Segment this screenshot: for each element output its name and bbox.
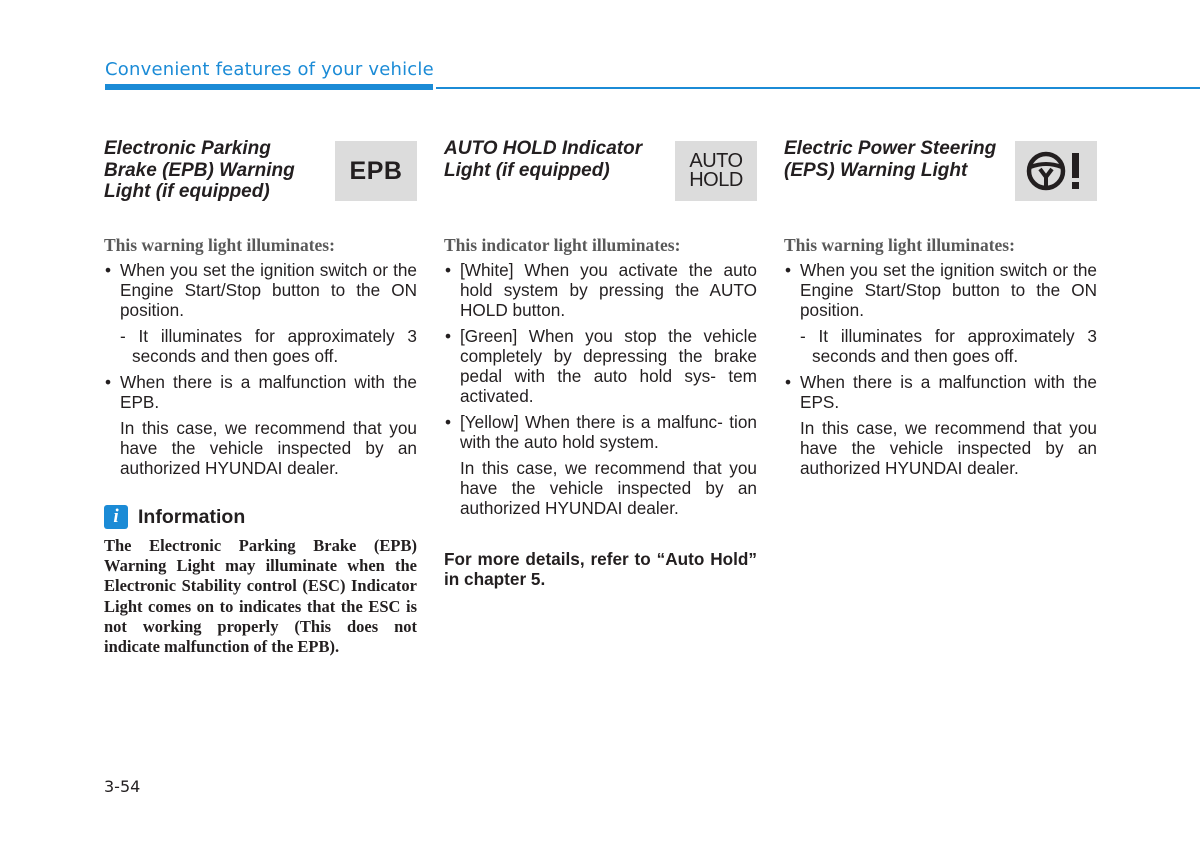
epb-warning-icon xyxy=(335,141,417,201)
information-text: The Electronic Parking Brake (EPB) Warning Light may illuminate when the Electronic Stability control (ESC) Indicator Light comes on to indicates that the ESC is not working properly (This does not indicate malfunction of the EPB). xyxy=(104,536,417,657)
recommendation-text: In this case, we recommend that you have the vehicle inspected by an authorized HYUNDAI dealer. xyxy=(460,458,757,518)
cross-reference-note: For more details, refer to “Auto Hold” in chapter 5. xyxy=(444,549,757,589)
list-item: • [Green] When you stop the vehicle completely by depressing the brake pedal with the auto hold sys- tem activated. xyxy=(444,326,757,406)
recommendation-text: In this case, we recommend that you have the vehicle inspected by an authorized HYUNDAI dealer. xyxy=(800,418,1097,478)
section-body xyxy=(784,260,1097,484)
section-title: AUTO HOLD Indicator Light (if equipped) xyxy=(444,138,643,181)
section-auto-hold xyxy=(444,138,757,589)
header-bar xyxy=(105,84,433,90)
recommendation-text: In this case, we recommend that you have the vehicle inspected by an authorized HYUNDAI dealer. xyxy=(120,418,417,478)
section-eps xyxy=(784,138,1097,478)
section-body xyxy=(444,260,757,524)
section-subheading: This warning light illuminates: xyxy=(104,235,335,255)
section-epb xyxy=(104,138,417,657)
steering-wheel-warning-glyph xyxy=(1020,146,1092,196)
list-item: • [Yellow] When there is a malfunc- tion with the auto hold system. xyxy=(444,412,757,452)
section-subheading: This indicator light illuminates: xyxy=(444,235,681,255)
auto-hold-icon-line1: AUTO xyxy=(689,150,743,172)
list-item: • When there is a malfunction with the EPB. xyxy=(104,372,417,412)
header-title: Convenient features of your vehicle xyxy=(105,59,434,80)
list-item: • [White] When you activate the auto hold system by pressing the AUTO HOLD button. xyxy=(444,260,757,320)
page-number: 3-54 xyxy=(104,777,141,796)
information-heading xyxy=(104,505,245,529)
sub-list-item: - It illuminates for approximately 3 seconds and then goes off. xyxy=(800,326,1097,366)
information-icon: i xyxy=(104,505,128,529)
information-label: Information xyxy=(138,505,246,528)
auto-hold-icon-line2: HOLD xyxy=(689,169,743,191)
section-subheading: This warning light illuminates: xyxy=(784,235,1015,255)
list-item: • When you set the ignition switch or the Engine Start/Stop button to the ON position. xyxy=(104,260,417,320)
auto-hold-indicator-icon xyxy=(675,141,757,201)
section-title: Electronic Parking Brake (EPB) Warning Light (if equipped) xyxy=(104,138,295,202)
header-rule xyxy=(436,87,1200,89)
epb-icon-label: EPB xyxy=(349,156,403,185)
steering-wheel-warning-icon xyxy=(1015,141,1097,201)
list-item: • When there is a malfunction with the EPS. xyxy=(784,372,1097,412)
sub-list-item: - It illuminates for approximately 3 seconds and then goes off. xyxy=(120,326,417,366)
section-title: Electric Power Steering (EPS) Warning Light xyxy=(784,138,997,181)
section-body xyxy=(104,260,417,484)
list-item: • When you set the ignition switch or the Engine Start/Stop button to the ON position. xyxy=(784,260,1097,320)
